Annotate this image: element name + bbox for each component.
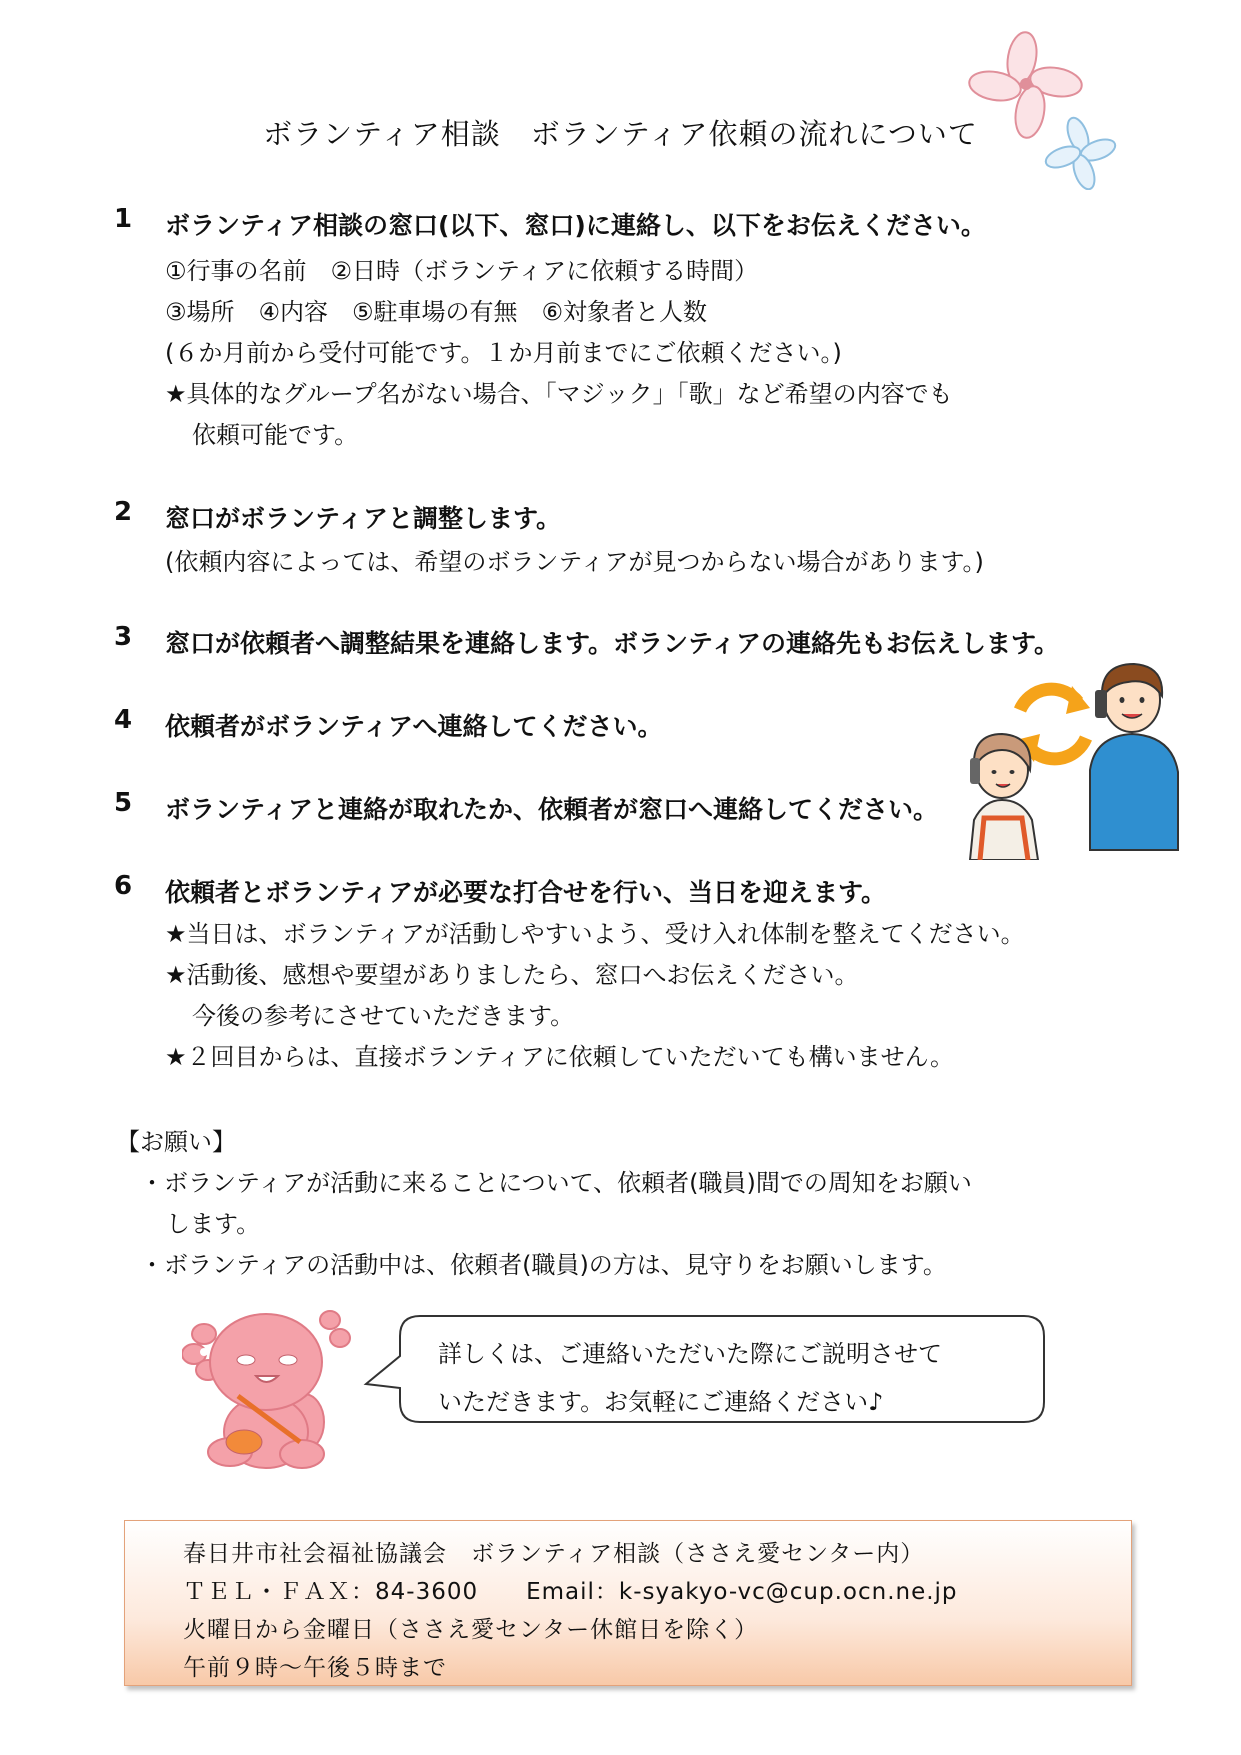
step-6-line: 今後の参考にさせていただきます。 — [192, 1002, 575, 1030]
contact-organization: 春日井市社会福祉協議会 ボランティア相談（ささえ愛センター内） — [183, 1541, 925, 1567]
step-2-number: 2 — [114, 497, 133, 527]
contact-hours: 午前９時～午後５時まで — [183, 1655, 447, 1681]
phone-call-illustration-icon — [950, 650, 1190, 860]
step-6-line: ★当日は、ボランティアが活動しやすいよう、受け入れ体制を整えてください。 — [165, 920, 1025, 948]
bubble-line: いただきます。お気軽にご連絡ください♪ — [438, 1388, 884, 1416]
step-1-line: (６か月前から受付可能です。１か月前までにご依頼ください。) — [165, 339, 842, 367]
contact-days: 火曜日から金曜日（ささえ愛センター休館日を除く） — [183, 1617, 759, 1643]
step-1-heading: ボランティア相談の窓口(以下、窓口)に連絡し、以下をお伝えください。 — [165, 211, 986, 240]
request-item: ・ボランティアの活動中は、依頼者(職員)の方は、見守りをお願いします。 — [140, 1251, 947, 1279]
step-6-line: ★２回目からは、直接ボランティアに依頼していただいても構いません。 — [165, 1043, 955, 1071]
step-1-line: 依頼可能です。 — [192, 421, 359, 449]
step-2-line: (依頼内容によっては、希望のボランティアが見つからない場合があります。) — [165, 548, 984, 576]
request-item: ・ボランティアが活動に来ることについて、依頼者(職員)間での周知をお願い — [140, 1169, 972, 1197]
page-title: ボランティア相談 ボランティア依頼の流れについて — [263, 117, 978, 151]
step-3-heading: 窓口が依頼者へ調整結果を連絡します。ボランティアの連絡先もお伝えします。 — [165, 629, 1060, 658]
flower-decoration-icon — [960, 20, 1120, 190]
step-1-number: 1 — [114, 204, 133, 234]
step-6-line: ★活動後、感想や要望がありましたら、窓口へお伝えください。 — [165, 961, 859, 989]
step-1-line: ③場所 ④内容 ⑤駐車場の有無 ⑥対象者と人数 — [165, 298, 708, 326]
step-1-line: ★具体的なグループ名がない場合、「マジック」「歌」など希望の内容でも — [165, 380, 953, 408]
step-2-heading: 窓口がボランティアと調整します。 — [165, 504, 562, 533]
step-4-heading: 依頼者がボランティアへ連絡してください。 — [165, 712, 663, 741]
step-6-heading: 依頼者とボランティアが必要な打合せを行い、当日を迎えます。 — [165, 878, 887, 907]
mascot-character-icon — [182, 1292, 352, 1472]
request-heading: 【お願い】 — [116, 1128, 236, 1156]
contact-phone-email: ＴＥＬ・ＦＡＸ：84-3600 Email：k-syakyo-vc@cup.ocn.ne.jp — [183, 1579, 958, 1605]
request-item: します。 — [166, 1210, 261, 1238]
step-6-number: 6 — [114, 871, 133, 901]
step-1-line: ①行事の名前 ②日時（ボランティアに依頼する時間） — [165, 257, 759, 285]
bubble-line: 詳しくは、ご連絡いただいた際にご説明させて — [438, 1340, 942, 1368]
step-5-number: 5 — [114, 788, 133, 818]
contact-box — [124, 1520, 1132, 1686]
step-5-heading: ボランティアと連絡が取れたか、依頼者が窓口へ連絡してください。 — [165, 795, 939, 824]
step-4-number: 4 — [114, 705, 133, 735]
step-3-number: 3 — [114, 622, 133, 652]
